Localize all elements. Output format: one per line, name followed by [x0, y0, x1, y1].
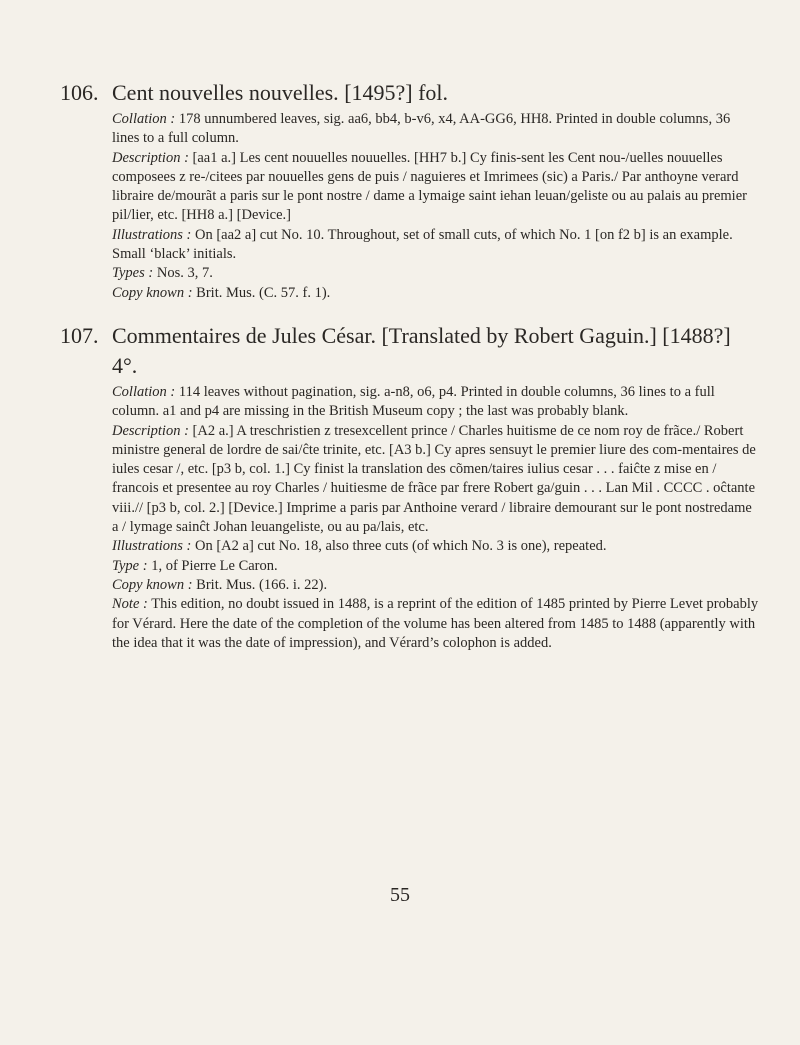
entry-106: [60, 78, 760, 303]
description-label: Description :: [112, 422, 189, 439]
page-number: 55: [390, 884, 410, 906]
entry-number: 107.: [60, 323, 99, 348]
entry-heading: [60, 321, 760, 381]
description-text: [A2 a.] A treschristien z tresexcellent prince / Charles huitisme de ce nom roy de frãce./ Robert ministre general de lordre de sai/ĉte trinite, etc. [A3 b.] Cy apres sensuyt le premier liure des com-mentaires de iules cesar /, etc. [p3 b, col. 1.] Cy finist la translation des cõmen/taires iulius cesar . . . faiĉte z mise en / francois et presentee au roy Charles / huitiesme de frãce par frere Robert ga/guin . . . Lan Mil . CCCC . oĉtante viii.// [p3 b, col. 2.] [Device.] Imprime a paris par Anthoine verard / libraire demourant sur le pont nostredame a / lymage sainĉt Johan leuangeliste, ou au pa/lais, etc.: [112, 422, 756, 536]
entry-number: 106.: [60, 80, 99, 105]
note-label: Note :: [112, 596, 148, 613]
types-paragraph: [112, 264, 760, 283]
copy-known-text: Brit. Mus. (C. 57. f. 1).: [196, 284, 331, 301]
type-text: 1, of Pierre Le Caron.: [151, 557, 278, 574]
entry-107: [60, 321, 760, 653]
collation-paragraph: [112, 110, 760, 149]
collation-text: 114 leaves without pagination, sig. a-n8, o6, p4. Printed in double columns, 36 lines to a full column. a1 and p4 are missing in the British Museum copy ; the last was probably blank.: [112, 384, 715, 420]
illustrations-label: Illustrations :: [112, 538, 192, 555]
copy-known-text: Brit. Mus. (166. i. 22).: [196, 576, 328, 593]
entry-body: [112, 383, 760, 653]
illustrations-text: On [A2 a] cut No. 18, also three cuts (of which No. 3 is one), repeated.: [194, 538, 607, 555]
type-label: Type :: [112, 557, 148, 574]
copy-known-paragraph: [112, 284, 760, 303]
collation-label: Collation :: [112, 384, 176, 400]
description-paragraph: [112, 422, 760, 538]
note-paragraph: [112, 595, 760, 653]
collation-label: Collation :: [112, 111, 176, 127]
description-text: [aa1 a.] Les cent nouuelles nouuelles. [HH7 b.] Cy finis-sent les Cent nou-/uelles nouuelles composees z re-/citees par nouuelles gens de puis / naguieres et Imrimees (sic) a Paris./ Par anthoyne verard libraire de/mourãt a paris sur le pont nostre / dame a lymaige saint iehan leuan/geliste ou au palais au premier pil/lier, etc. [HH8 a.] [Device.]: [112, 149, 747, 224]
entry-title: Cent nouvelles nouvelles.: [112, 80, 339, 105]
illustrations-text: On [aa2 a] cut No. 10. Throughout, set of small cuts, of which No. 1 [on f2 b] is an example. Small ‘black’ initials.: [112, 226, 733, 263]
entry-title: Commentaires de Jules César. [Translated by Robert Gaguin.] [1488?] 4°.: [112, 323, 731, 378]
note-text: This edition, no doubt issued in 1488, is a reprint of the edition of 1485 printed by Pierre Levet probably for Vérard. Here the date of the completion of the volume has been altered from 1485 to 1488 (apparently with the idea that it was the date of impression), and Vérard’s colophon is added.: [112, 596, 759, 651]
types-label: Types :: [112, 265, 154, 282]
copy-known-label: Copy known :: [112, 576, 193, 593]
illustrations-paragraph: [112, 226, 760, 265]
copy-known-label: Copy known :: [112, 284, 193, 301]
entry-date-format: [1495?] fol.: [344, 80, 449, 105]
entry-title-line: [112, 78, 760, 108]
description-paragraph: [112, 149, 760, 226]
collation-text: 178 unnumbered leaves, sig. aa6, bb4, b-v6, x4, AA-GG6, HH8. Printed in double columns, 36 lines to a full column.: [112, 111, 731, 147]
illustrations-paragraph: [112, 537, 760, 556]
types-text: Nos. 3, 7.: [156, 265, 213, 282]
description-label: Description :: [112, 149, 189, 166]
copy-known-paragraph: [112, 576, 760, 595]
illustrations-label: Illustrations :: [112, 226, 192, 243]
entry-body: [112, 110, 760, 303]
collation-paragraph: [112, 383, 760, 422]
type-paragraph: [112, 557, 760, 576]
entry-heading: [60, 78, 760, 108]
